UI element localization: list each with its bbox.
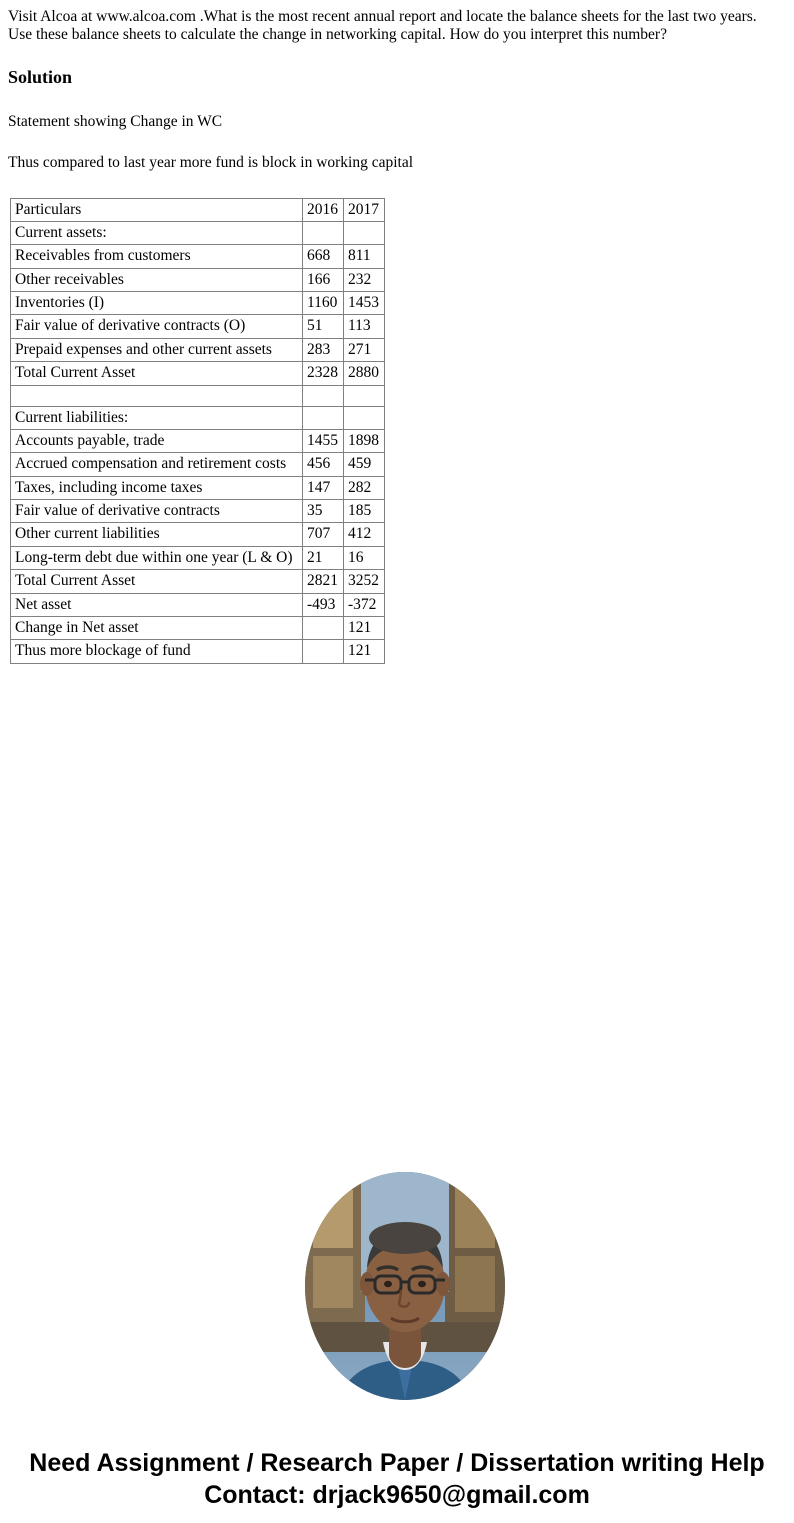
row-value-2017: 1453 [344,292,385,315]
table-row [11,616,385,639]
table-header-cell: 2017 [344,198,385,221]
working-capital-table [10,198,385,664]
row-label: Current assets: [11,221,303,244]
row-value-2017: 459 [344,453,385,476]
row-value-2016: 2821 [303,570,344,593]
table-row [11,546,385,569]
footer-contact [8,1448,786,1510]
table-row [11,570,385,593]
table-row [11,315,385,338]
row-label: Fair value of derivative contracts [11,500,303,523]
row-label: Prepaid expenses and other current assets [11,338,303,361]
table-row [11,593,385,616]
row-value-2016: 707 [303,523,344,546]
row-label: Accrued compensation and retirement costs [11,453,303,476]
row-label: Current liabilities: [11,406,303,429]
row-value-2016: 147 [303,476,344,499]
row-label: Fair value of derivative contracts (O) [11,315,303,338]
statement-title: Statement showing Change in WC [8,112,223,130]
row-label: Thus more blockage of fund [11,640,303,663]
table-row [11,338,385,361]
table-header-cell: 2016 [303,198,344,221]
intro-paragraph [8,8,786,45]
row-label: Long-term debt due within one year (L & O) [11,546,303,569]
row-label: Accounts payable, trade [11,429,303,452]
row-value-2016 [303,640,344,663]
row-label [11,385,303,406]
row-value-2016: 456 [303,453,344,476]
table-row [11,500,385,523]
row-value-2017 [344,406,385,429]
row-label: Total Current Asset [11,570,303,593]
avatar [305,1172,505,1400]
table-row [11,523,385,546]
row-value-2017: 121 [344,616,385,639]
row-label: Inventories (I) [11,292,303,315]
table-row [11,453,385,476]
table-row [11,362,385,385]
row-value-2017: -372 [344,593,385,616]
portrait-illustration [305,1172,505,1400]
row-value-2017: 16 [344,546,385,569]
row-value-2016 [303,616,344,639]
table-row [11,406,385,429]
row-label: Taxes, including income taxes [11,476,303,499]
row-value-2017: 3252 [344,570,385,593]
footer-line-2: Contact: drjack9650@gmail.com [204,1480,590,1509]
table-row [11,476,385,499]
row-value-2016: 51 [303,315,344,338]
row-label: Change in Net asset [11,616,303,639]
table-body [11,198,385,663]
row-value-2017 [344,385,385,406]
row-value-2017: 1898 [344,429,385,452]
row-label: Other receivables [11,268,303,291]
table-row [11,268,385,291]
row-value-2016: 283 [303,338,344,361]
table-row [11,640,385,663]
table-row [11,429,385,452]
row-value-2016 [303,385,344,406]
row-value-2016: 35 [303,500,344,523]
row-value-2017: 113 [344,315,385,338]
row-value-2016: 1455 [303,429,344,452]
row-value-2016: 668 [303,245,344,268]
table-row [11,245,385,268]
row-label: Receivables from customers [11,245,303,268]
intro-line-1: Visit Alcoa at www.alcoa.com .What is the most recent annual report and locate the balance sheets for the last two years. [8,8,757,25]
row-value-2017: 232 [344,268,385,291]
table-row [11,292,385,315]
row-value-2016: 1160 [303,292,344,315]
row-value-2017: 271 [344,338,385,361]
row-value-2017 [344,221,385,244]
row-value-2016 [303,221,344,244]
row-label: Total Current Asset [11,362,303,385]
row-value-2016 [303,406,344,429]
row-value-2017: 412 [344,523,385,546]
table-header-cell: Particulars [11,198,303,221]
row-label: Other current liabilities [11,523,303,546]
portrait-container [8,1172,794,1400]
table-row [11,385,385,406]
row-value-2016: 21 [303,546,344,569]
intro-line-2: Use these balance sheets to calculate the change in networking capital. How do you interpret this number? [8,26,667,44]
table-row [11,221,385,244]
row-value-2017: 2880 [344,362,385,385]
table-header-row [11,198,385,221]
row-value-2017: 185 [344,500,385,523]
solution-heading: Solution [8,66,73,87]
row-value-2017: 121 [344,640,385,663]
conclusion-text: Thus compared to last year more fund is block in working capital [8,153,414,171]
row-value-2016: -493 [303,593,344,616]
row-value-2017: 282 [344,476,385,499]
row-value-2016: 166 [303,268,344,291]
row-value-2016: 2328 [303,362,344,385]
footer-line-1: Need Assignment / Research Paper / Dissertation writing Help [29,1448,765,1477]
row-label: Net asset [11,593,303,616]
row-value-2017: 811 [344,245,385,268]
